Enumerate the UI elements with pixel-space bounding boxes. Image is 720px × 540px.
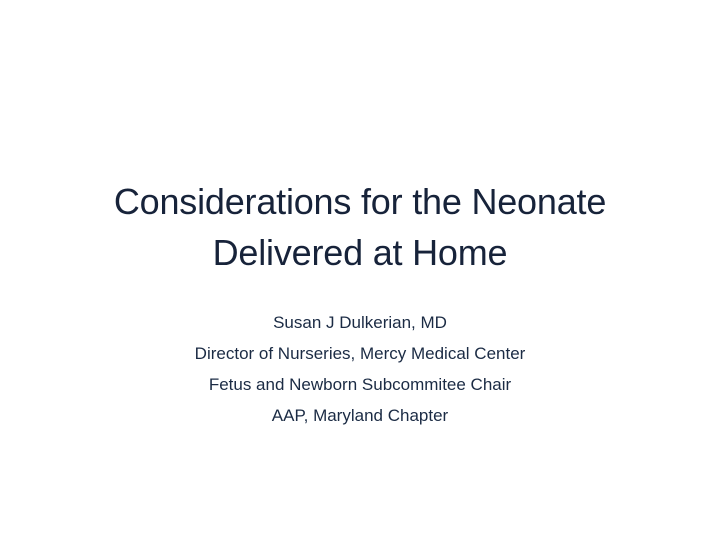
slide-title [40, 176, 680, 278]
committee-role: Fetus and Newborn Subcommitee Chair [208, 375, 512, 394]
slide-title-line-1: Considerations for the Neonate [113, 181, 607, 222]
presenter-position: Director of Nurseries, Mercy Medical Center [194, 344, 526, 363]
slide-subtitle [60, 307, 660, 431]
slide-title-line-2: Delivered at Home [212, 232, 508, 273]
organization-chapter: AAP, Maryland Chapter [271, 406, 449, 425]
presenter-name: Susan J Dulkerian, MD [273, 313, 447, 332]
